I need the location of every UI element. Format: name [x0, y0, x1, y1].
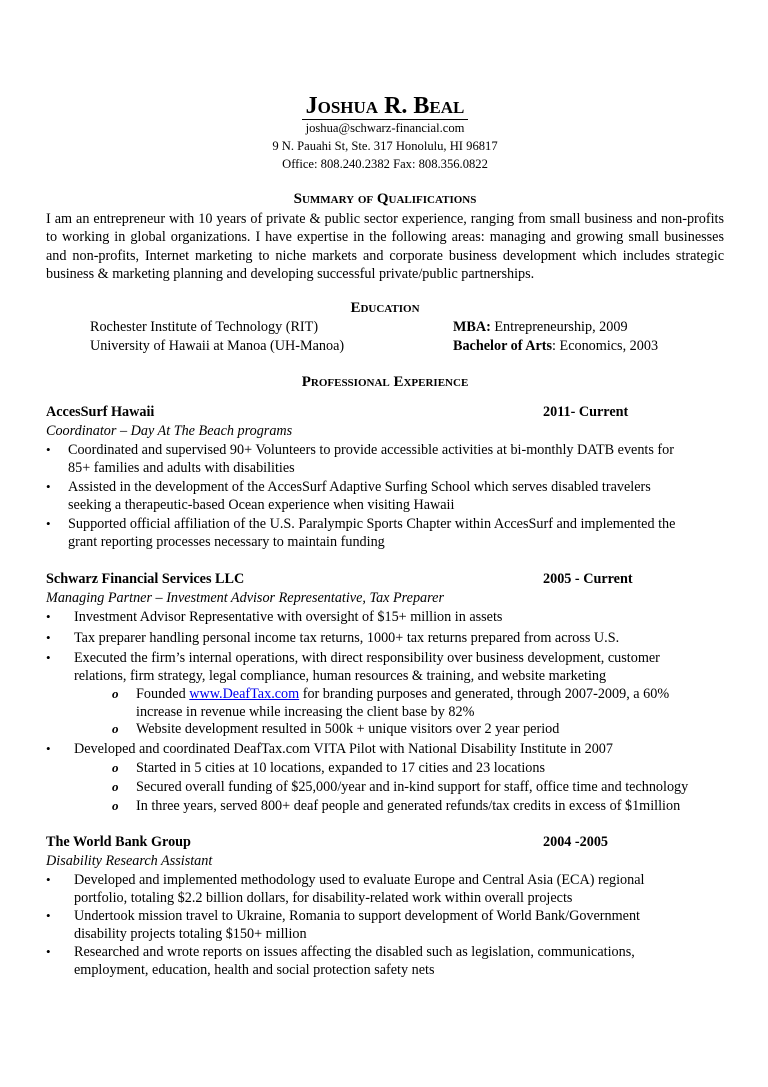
contact-email: joshua@schwarz-financial.com — [305, 121, 465, 135]
job-company: Schwarz Financial Services LLC — [46, 571, 245, 587]
contact-address: 9 N. Pauahi St, Ste. 317 Honolulu, HI 96817 — [272, 139, 498, 153]
job-role: Coordinator – Day At The Beach programs — [46, 423, 293, 439]
education-degree: Bachelor of Arts: Economics, 2003 — [453, 338, 659, 354]
sub-bullet-icon: o — [112, 721, 119, 736]
resume-name: Joshua R. Beal — [46, 92, 724, 120]
bullet-icon: • — [46, 630, 51, 645]
job-header — [46, 403, 724, 421]
job-role: Disability Research Assistant — [46, 853, 213, 869]
sub-bullet-icon: o — [112, 760, 119, 775]
education-school: Rochester Institute of Technology (RIT) — [90, 319, 319, 335]
summary-text: I am an entrepreneur with 10 years of private & public sector experience, ranging from small business and non-profits to working in global organizations. I have expertise in the following areas: managing and growing small businesses and non-profits, Internet marketing to niche markets and corporate business development which includes strategic business & marketing planning and developing successful private/public partnerships. — [46, 211, 724, 282]
education-school: University of Hawaii at Manoa (UH-Manoa) — [90, 338, 345, 354]
job-dates: 2005 - Current — [543, 571, 633, 587]
sub-bullet-icon: o — [112, 686, 119, 701]
bullet-icon: • — [46, 650, 51, 665]
bullet-icon: • — [46, 442, 51, 457]
job-role: Managing Partner – Investment Advisor Representative, Tax Preparer — [46, 590, 444, 606]
bullet-icon: • — [46, 479, 51, 494]
education-row — [90, 337, 724, 355]
job-company: The World Bank Group — [46, 834, 191, 850]
job-dates: 2004 -2005 — [543, 834, 609, 850]
sub-bullet-icon: o — [112, 779, 119, 794]
job-company: AccesSurf Hawaii — [46, 404, 155, 420]
bullet-icon: • — [46, 609, 51, 624]
bullet-icon: • — [46, 944, 51, 959]
contact-phones: Office: 808.240.2382 Fax: 808.356.0822 — [282, 157, 488, 171]
bullet-icon: • — [46, 741, 51, 756]
bullet-icon: • — [46, 908, 51, 923]
bullet-icon: • — [46, 516, 51, 531]
job-dates: 2011- Current — [543, 404, 629, 420]
bullet-icon: • — [46, 872, 51, 887]
education-heading: Education — [350, 300, 420, 316]
sub-bullet-icon: o — [112, 798, 119, 813]
summary-heading: Summary of Qualifications — [293, 191, 477, 207]
job-header — [46, 833, 724, 851]
deaftax-link[interactable]: www.DeafTax.com — [189, 686, 300, 702]
experience-heading: Professional Experience — [301, 374, 469, 390]
education-degree: MBA: Entrepreneurship, 2009 — [453, 319, 628, 335]
job-header — [46, 570, 724, 588]
education-row — [90, 318, 724, 336]
